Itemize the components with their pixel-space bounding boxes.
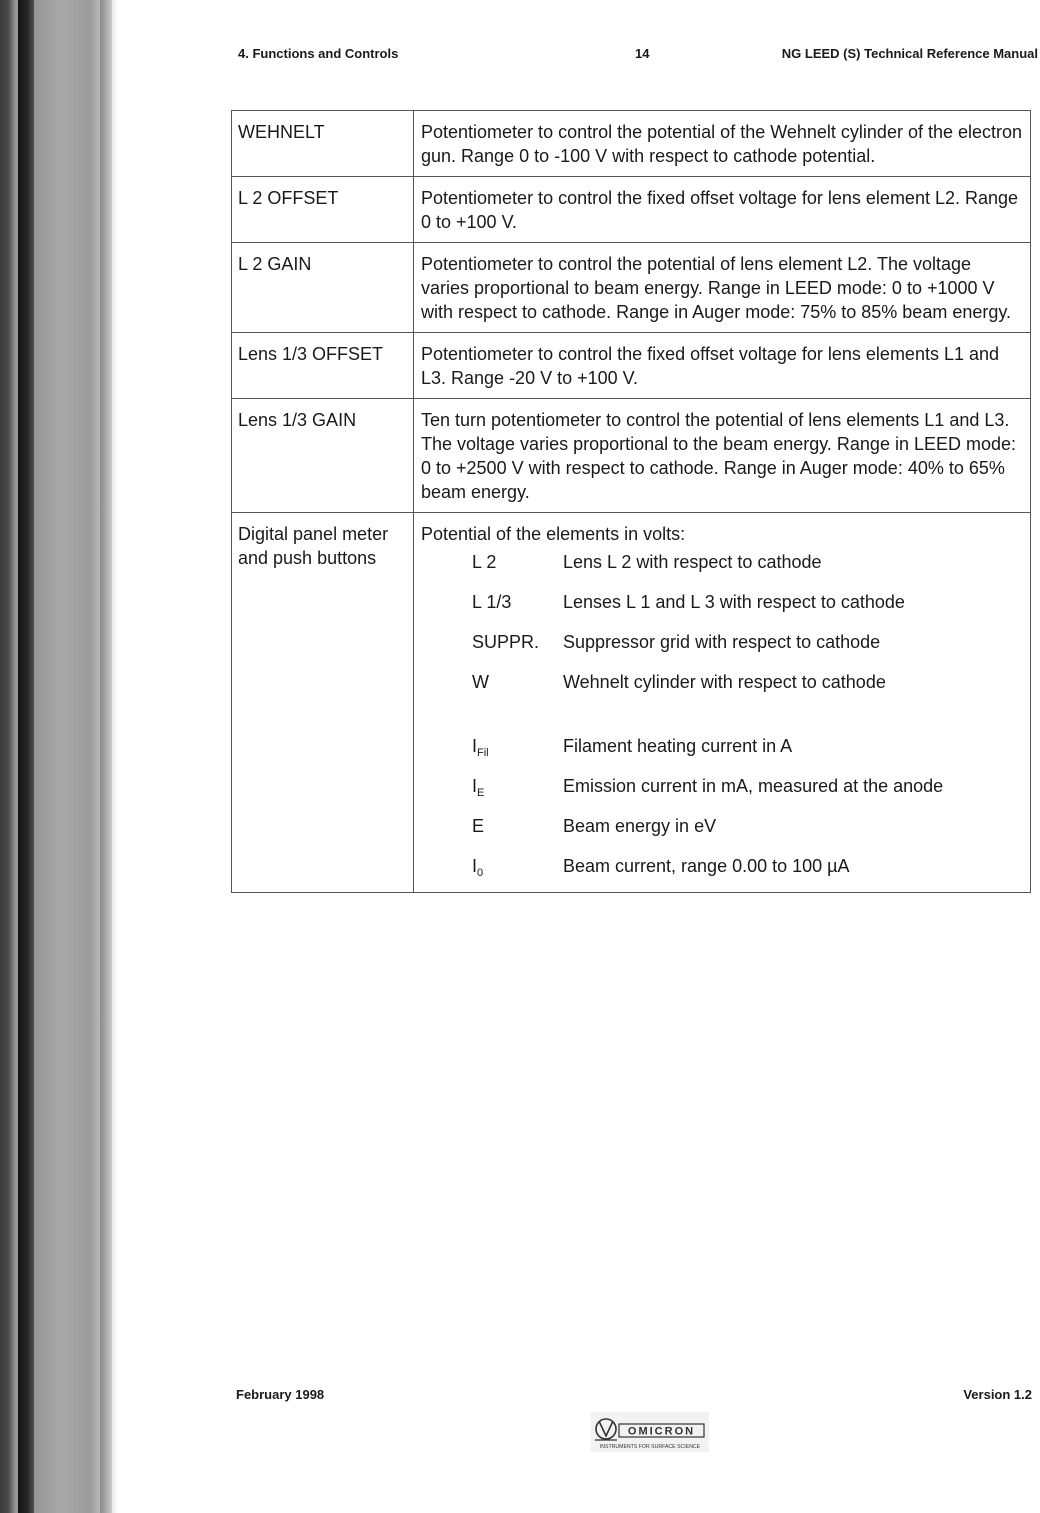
- readout-symbol: L 1/3: [472, 592, 512, 612]
- readout-text: Suppressor grid with respect to cathode: [563, 632, 881, 652]
- readout-row: [421, 734, 943, 774]
- page-header: [238, 46, 1038, 66]
- readout-text: Beam current, range 0.00 to 100 µA: [563, 856, 850, 876]
- readout-text: Beam energy in eV: [563, 816, 717, 836]
- readout-symbol: L 2: [472, 552, 497, 572]
- readout-row: [421, 814, 943, 854]
- control-name: Lens 1/3 OFFSET: [232, 333, 414, 399]
- control-name: Digital panel meter and push buttons: [232, 513, 414, 893]
- readout-row: [421, 550, 943, 590]
- control-name: Lens 1/3 GAIN: [232, 399, 414, 513]
- logo-tagline: INSTRUMENTS FOR SURFACE SCIENCE: [599, 1444, 701, 1450]
- footer-date: February 1998: [236, 1387, 325, 1402]
- readout-symbol: $I_E$: [472, 776, 485, 799]
- table-row: [232, 243, 1031, 333]
- table-row-meter: [232, 513, 1031, 893]
- binding-inner-strip: [100, 0, 112, 1513]
- control-description: Potentiometer to control the potential of the Wehnelt cylinder of the electron gun. Range 0 to -100 V with respect to cathode potential.: [414, 111, 1031, 177]
- logo-wordmark: OMICRON: [627, 1425, 696, 1438]
- control-name: L 2 OFFSET: [232, 177, 414, 243]
- readout-symbol: W: [472, 672, 489, 692]
- table-row: [232, 111, 1031, 177]
- table-row: [232, 177, 1031, 243]
- header-page-number: 14: [635, 46, 650, 61]
- readout-row: [421, 630, 943, 670]
- table-row: [232, 333, 1031, 399]
- control-description: Potentiometer to control the potential of lens element L2. The voltage varies proportional to beam energy. Range in LEED mode: 0 to +1000 V with respect to cathode. Range in Auger mode: 75% to 85% beam energy.: [414, 243, 1031, 333]
- control-name: L 2 GAIN: [232, 243, 414, 333]
- control-description: Potentiometer to control the fixed offset voltage for lens element L2. Range 0 to +100 V.: [414, 177, 1031, 243]
- readout-row: [421, 590, 943, 630]
- meter-readouts: [421, 550, 943, 884]
- readout-symbol: $I_{Fil}$: [472, 736, 489, 759]
- readout-row: [421, 854, 943, 884]
- meter-description: [414, 513, 1031, 893]
- header-section: 4. Functions and Controls: [238, 46, 399, 61]
- scan-binding-edge: [0, 0, 118, 1513]
- readout-text: Wehnelt cylinder with respect to cathode: [563, 672, 886, 692]
- readout-symbol: E: [472, 816, 485, 836]
- control-name: WEHNELT: [232, 111, 414, 177]
- control-description: Ten turn potentiometer to control the potential of lens elements L1 and L3. The voltage varies proportional to the beam energy. Range in LEED mode: 0 to +2500 V with respect to cathode. Range in Auger mode: 40% to 65% beam energy.: [414, 399, 1031, 513]
- readout-row: [421, 670, 943, 734]
- header-manual-title: NG LEED (S) Technical Reference Manual: [781, 46, 1038, 61]
- table-row: [232, 399, 1031, 513]
- readout-symbol: $I_0$: [472, 856, 484, 879]
- binding-dark-strip: [18, 0, 34, 1513]
- omicron-logo: [591, 1412, 709, 1452]
- readout-row: [421, 774, 943, 814]
- readout-symbol: SUPPR.: [472, 632, 540, 652]
- controls-table: [231, 110, 1031, 893]
- control-description: Potentiometer to control the fixed offset voltage for lens elements L1 and L3. Range -20 V to +100 V.: [414, 333, 1031, 399]
- readout-text: Filament heating current in A: [563, 736, 793, 756]
- footer-version: Version 1.2: [963, 1387, 1032, 1402]
- readout-text: Lens L 2 with respect to cathode: [563, 552, 822, 572]
- readout-text: Lenses L 1 and L 3 with respect to cathode: [563, 592, 905, 612]
- readout-text: Emission current in mA, measured at the anode: [563, 776, 944, 796]
- meter-intro: Potential of the elements in volts:: [421, 524, 686, 544]
